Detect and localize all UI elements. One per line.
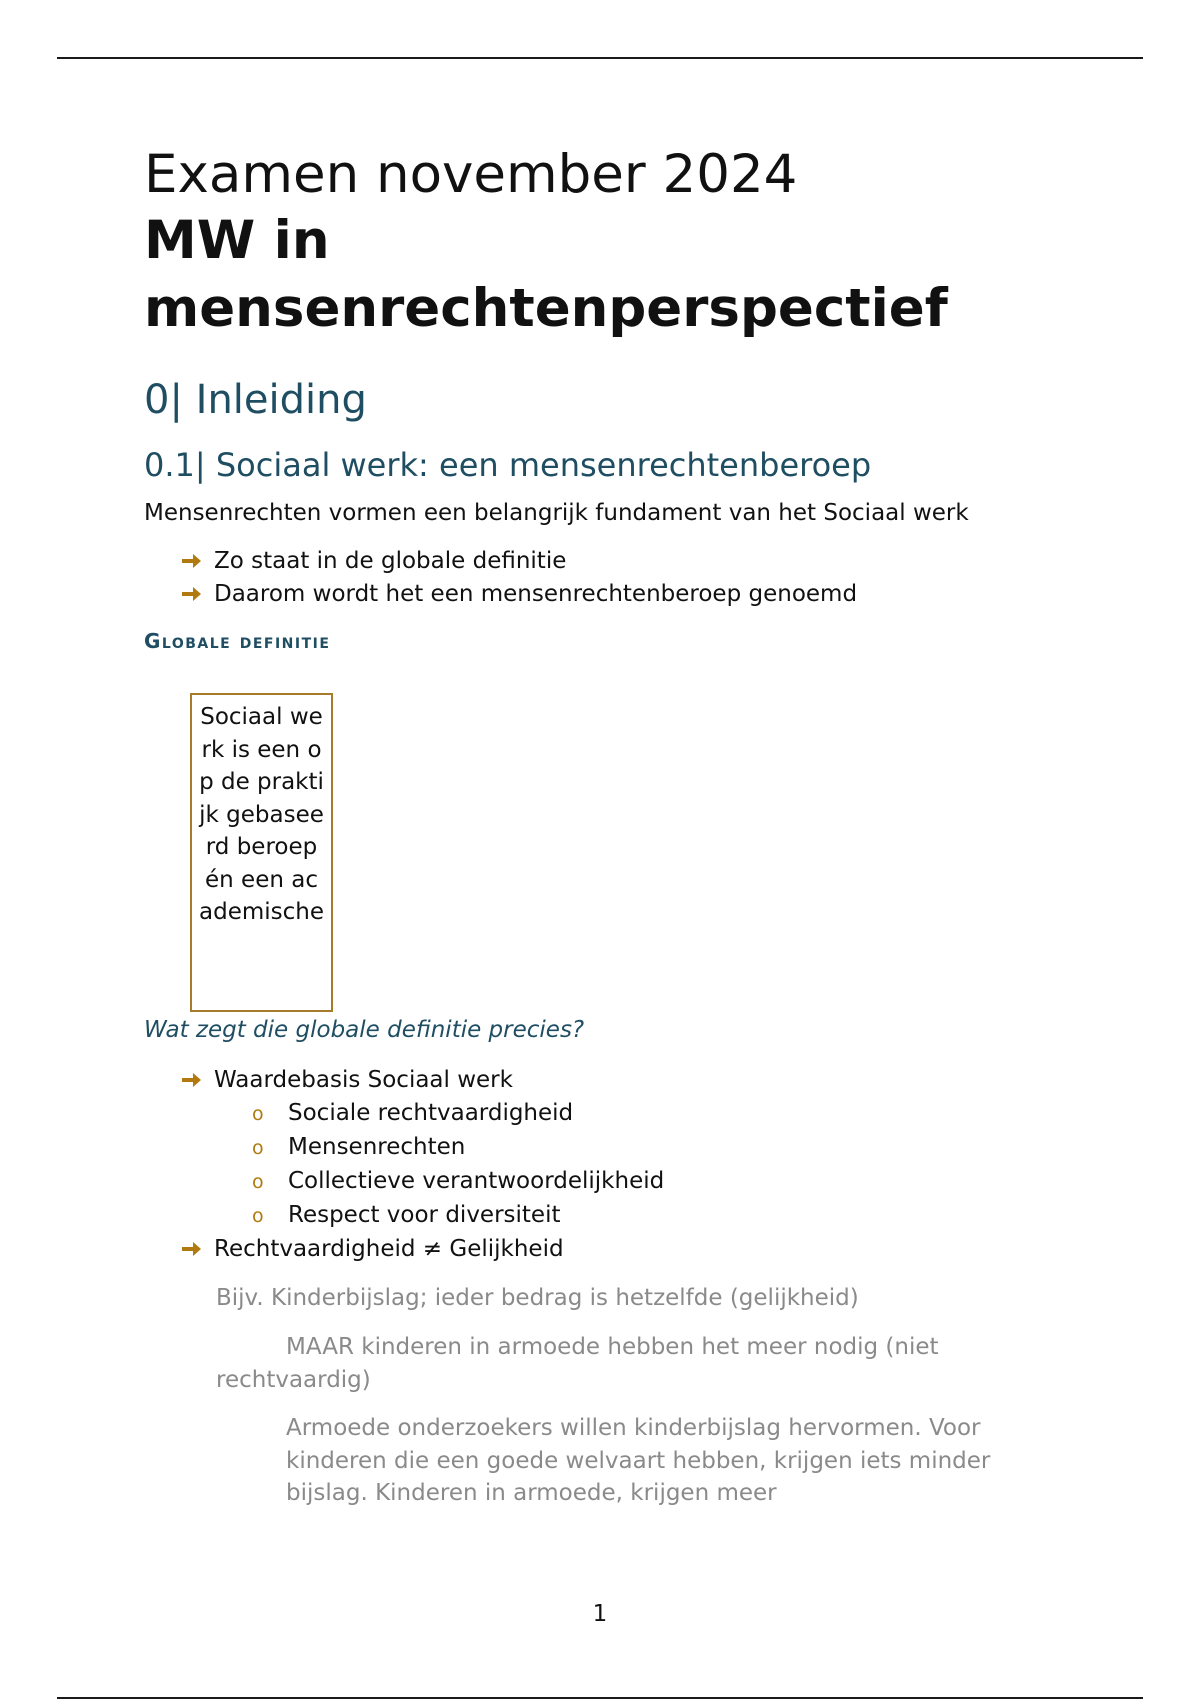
circle-o-icon: o xyxy=(252,1205,264,1227)
bullet-text: Rechtvaardigheid ≠ Gelijkheid xyxy=(214,1236,564,1262)
definition-text-box xyxy=(190,693,333,1012)
sub-list-item xyxy=(252,1097,573,1130)
arrow-right-icon xyxy=(180,1233,214,1265)
course-title-line-1: MW in xyxy=(144,210,330,271)
circle-o-icon: o xyxy=(252,1171,264,1193)
bullet-text: Zo staat in de globale definitie xyxy=(214,548,567,574)
arrow-right-icon xyxy=(180,578,214,610)
exam-title: Examen november 2024 xyxy=(144,144,798,205)
bullet-item xyxy=(180,578,857,610)
section-heading: 0| Inleiding xyxy=(144,377,367,423)
bullet-text: Waardebasis Sociaal werk xyxy=(214,1067,513,1093)
bullet-text: Daarom wordt het een mensenrechtenberoep genoemd xyxy=(214,581,858,607)
top-rule xyxy=(57,57,1143,59)
circle-o-icon: o xyxy=(252,1103,264,1125)
definition-heading: Globale definitie xyxy=(144,629,331,653)
definition-text: Sociaal werk is een op de praktijk gebaseerd beroep én een academische xyxy=(199,704,324,925)
example-line: Bijv. Kinderbijslag; ieder bedrag is hetzelfde (gelijkheid) xyxy=(216,1285,859,1311)
course-title xyxy=(144,207,948,343)
page-number: 1 xyxy=(592,1601,608,1627)
example-line: Armoede onderzoekers willen kinderbijslag hervormen. Voor kinderen die een goede welvaart hebben, krijgen iets minder bijslag. Kinderen in armoede, krijgen meer xyxy=(286,1415,991,1506)
subsection-heading: 0.1| Sociaal werk: een mensenrechtenberoep xyxy=(144,446,872,484)
sub-list-item xyxy=(252,1131,465,1164)
sub-list-text: Sociale rechtvaardigheid xyxy=(288,1100,574,1126)
sub-list-item xyxy=(252,1165,664,1198)
sub-list-text: Collectieve verantwoordelijkheid xyxy=(288,1168,665,1194)
bullet-item xyxy=(180,545,566,577)
sub-list-item xyxy=(252,1199,561,1232)
circle-o-icon: o xyxy=(252,1137,264,1159)
sub-list-text: Respect voor diversiteit xyxy=(288,1202,561,1228)
bullet-item xyxy=(180,1233,564,1265)
bottom-rule xyxy=(57,1697,1143,1699)
question-text: Wat zegt die globale definitie precies? xyxy=(144,1017,585,1043)
sub-list-text: Mensenrechten xyxy=(288,1134,466,1160)
example-line: MAAR kinderen in armoede hebben het meer nodig (niet rechtvaardig) xyxy=(216,1334,939,1393)
intro-paragraph: Mensenrechten vormen een belangrijk fundament van het Sociaal werk xyxy=(144,500,969,526)
arrow-right-icon xyxy=(180,1064,214,1096)
bullet-item xyxy=(180,1064,513,1096)
arrow-right-icon xyxy=(180,545,214,577)
course-title-line-2: mensenrechtenperspectief xyxy=(144,278,948,339)
